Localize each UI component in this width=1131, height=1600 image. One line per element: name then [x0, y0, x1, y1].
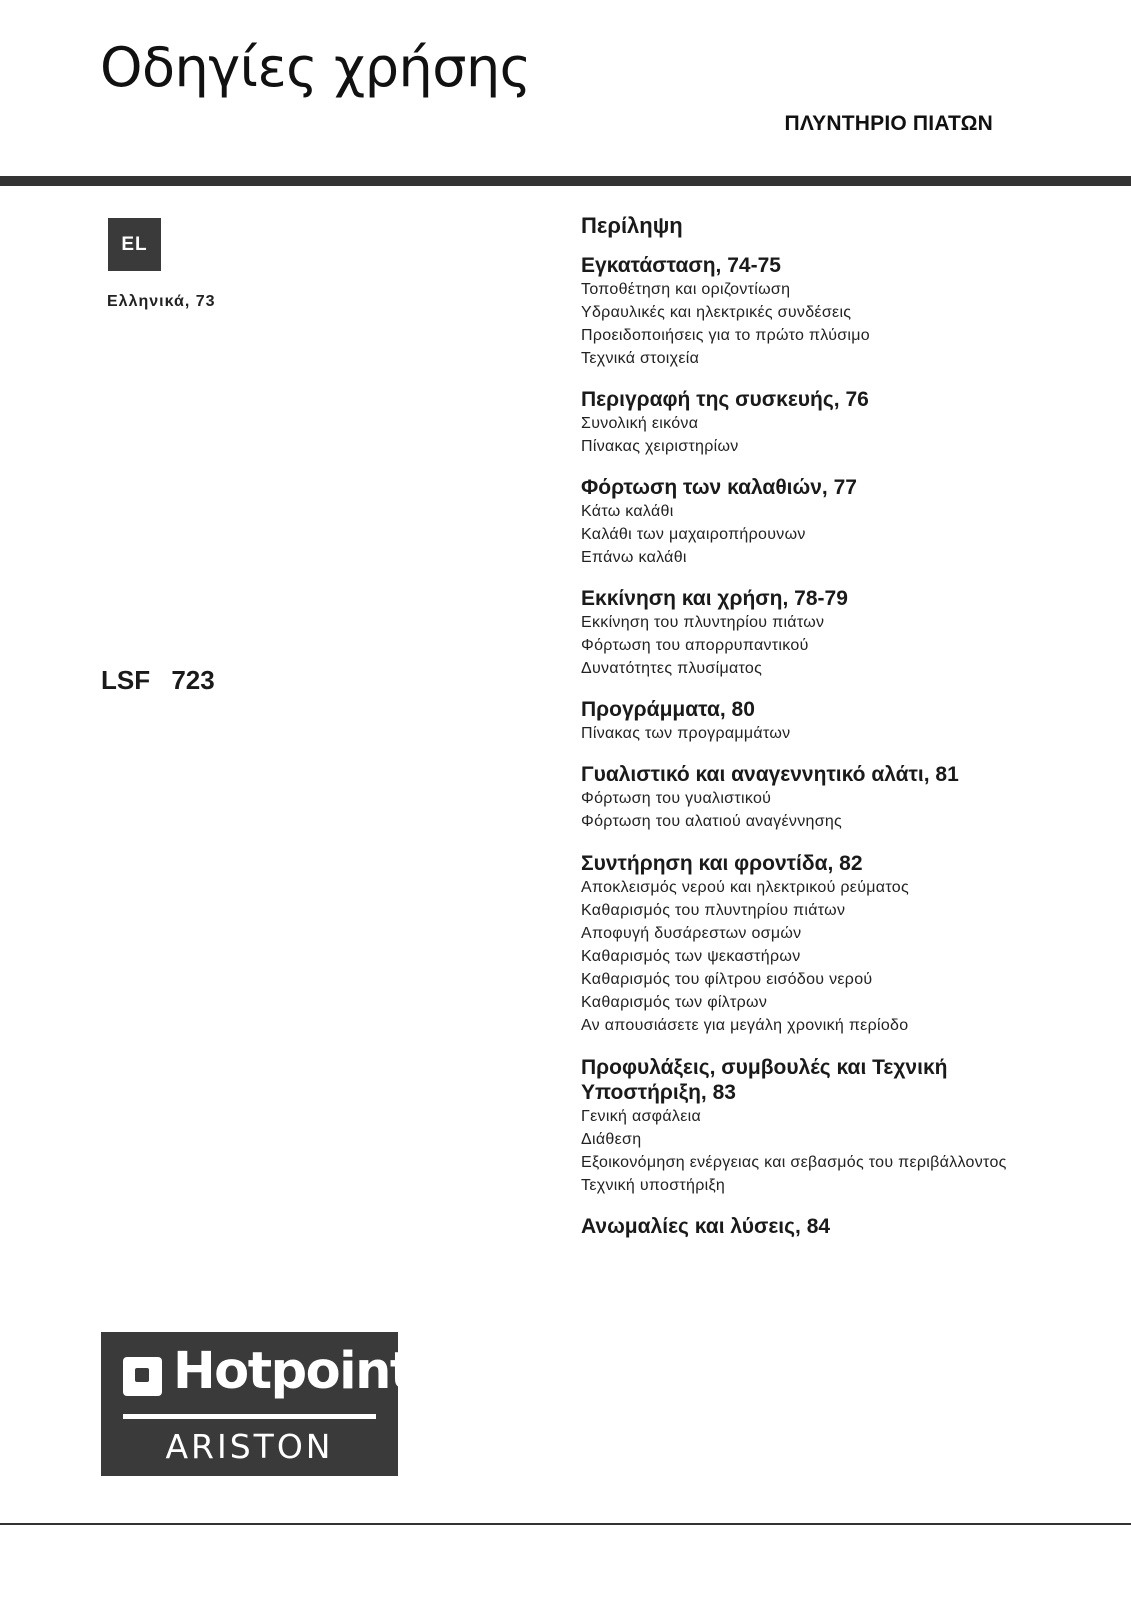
language-badge: EL	[108, 218, 161, 271]
toc-item: Αποφυγή δυσάρεστων οσμών	[581, 925, 802, 943]
page-title: Οδηγίες χρήσης	[100, 36, 531, 99]
table-of-contents	[581, 213, 1011, 1256]
logo-sub-text: ARISTON	[165, 1427, 334, 1466]
toc-section	[581, 1055, 1011, 1197]
toc-item: Συνολική εικόνα	[581, 415, 699, 433]
toc-item: Καθαρισμός του φίλτρου εισόδου νερού	[581, 971, 873, 989]
toc-item: Εκκίνηση του πλυντηρίου πιάτων	[581, 614, 825, 632]
toc-section	[581, 475, 1011, 569]
toc-item: Εξοικονόμηση ενέργειας και σεβασμός του περιβάλλοντος	[581, 1154, 1007, 1172]
toc-section-title: Συντήρηση και φροντίδα, 82	[581, 852, 863, 876]
toc-item: Καθαρισμός των ψεκαστήρων	[581, 948, 801, 966]
hotpoint-ariston-logo	[101, 1332, 413, 1476]
toc-item: Τεχνικά στοιχεία	[581, 350, 700, 368]
toc-section-title: Περιγραφή της συσκευής, 76	[581, 388, 869, 412]
toc-section-title: Ανωμαλίες και λύσεις, 84	[581, 1215, 831, 1239]
toc-section-title: Προφυλάξεις, συμβουλές και Τεχνική Υποστήριξη, 83	[581, 1056, 948, 1105]
toc-item: Αν απουσιάσετε για μεγάλη χρονική περίοδο	[581, 1017, 909, 1035]
toc-sections	[581, 253, 1011, 1239]
language-page-ref: Ελληνικά, 73	[107, 293, 216, 310]
toc-section-title: Εκκίνηση και χρήση, 78-79	[581, 587, 848, 611]
toc-section-title: Προγράμματα, 80	[581, 698, 755, 722]
toc-section	[581, 1214, 1011, 1239]
toc-section	[581, 253, 1011, 370]
toc-item: Δυνατότητες πλυσίματος	[581, 660, 763, 678]
toc-item: Αποκλεισμός νερού και ηλεκτρικού ρεύματος	[581, 879, 909, 897]
toc-item: Τοποθέτηση και οριζοντίωση	[581, 281, 791, 299]
toc-item: Προειδοποιήσεις για το πρώτο πλύσιμο	[581, 327, 870, 345]
logo-mark-icon	[123, 1357, 162, 1396]
toc-section-title: Γυαλιστικό και αναγεννητικό αλάτι, 81	[581, 763, 959, 787]
bottom-divider	[0, 1523, 1131, 1525]
toc-item: Πίνακας των προγραμμάτων	[581, 725, 791, 743]
toc-section	[581, 762, 1011, 833]
toc-section	[581, 851, 1011, 1037]
toc-item: Φόρτωση του απορρυπαντικού	[581, 637, 809, 655]
toc-item: Γενική ασφάλεια	[581, 1108, 702, 1126]
toc-item: Επάνω καλάθι	[581, 549, 687, 567]
toc-item: Καλάθι των μαχαιροπήρουνων	[581, 526, 806, 544]
toc-section	[581, 387, 1011, 458]
toc-item: Τεχνική υποστήριξη	[581, 1177, 726, 1195]
toc-item: Φόρτωση του αλατιού αναγέννησης	[581, 813, 843, 831]
toc-item: Καθαρισμός των φίλτρων	[581, 994, 768, 1012]
toc-item: Καθαρισμός του πλυντηρίου πιάτων	[581, 902, 846, 920]
toc-section-title: Εγκατάσταση, 74-75	[581, 254, 781, 278]
toc-section-title: Φόρτωση των καλαθιών, 77	[581, 476, 857, 500]
toc-item: Κάτω καλάθι	[581, 503, 674, 521]
toc-item: Πίνακας χειριστηρίων	[581, 438, 739, 456]
logo-brand-text: Hotpoint	[173, 1342, 413, 1401]
top-divider	[0, 176, 1131, 186]
logo-bar	[123, 1414, 376, 1419]
toc-section	[581, 586, 1011, 680]
toc-item: Υδραυλικές και ηλεκτρικές συνδέσεις	[581, 304, 852, 322]
product-type: ΠΛΥΝΤΗΡΙΟ ΠΙΑΤΩΝ	[784, 112, 993, 135]
toc-section	[581, 697, 1011, 745]
toc-item: Φόρτωση του γυαλιστικού	[581, 790, 772, 808]
toc-item: Διάθεση	[581, 1131, 642, 1149]
toc-heading: Περίληψη	[581, 213, 683, 238]
model-number: LSF 723	[101, 665, 215, 695]
